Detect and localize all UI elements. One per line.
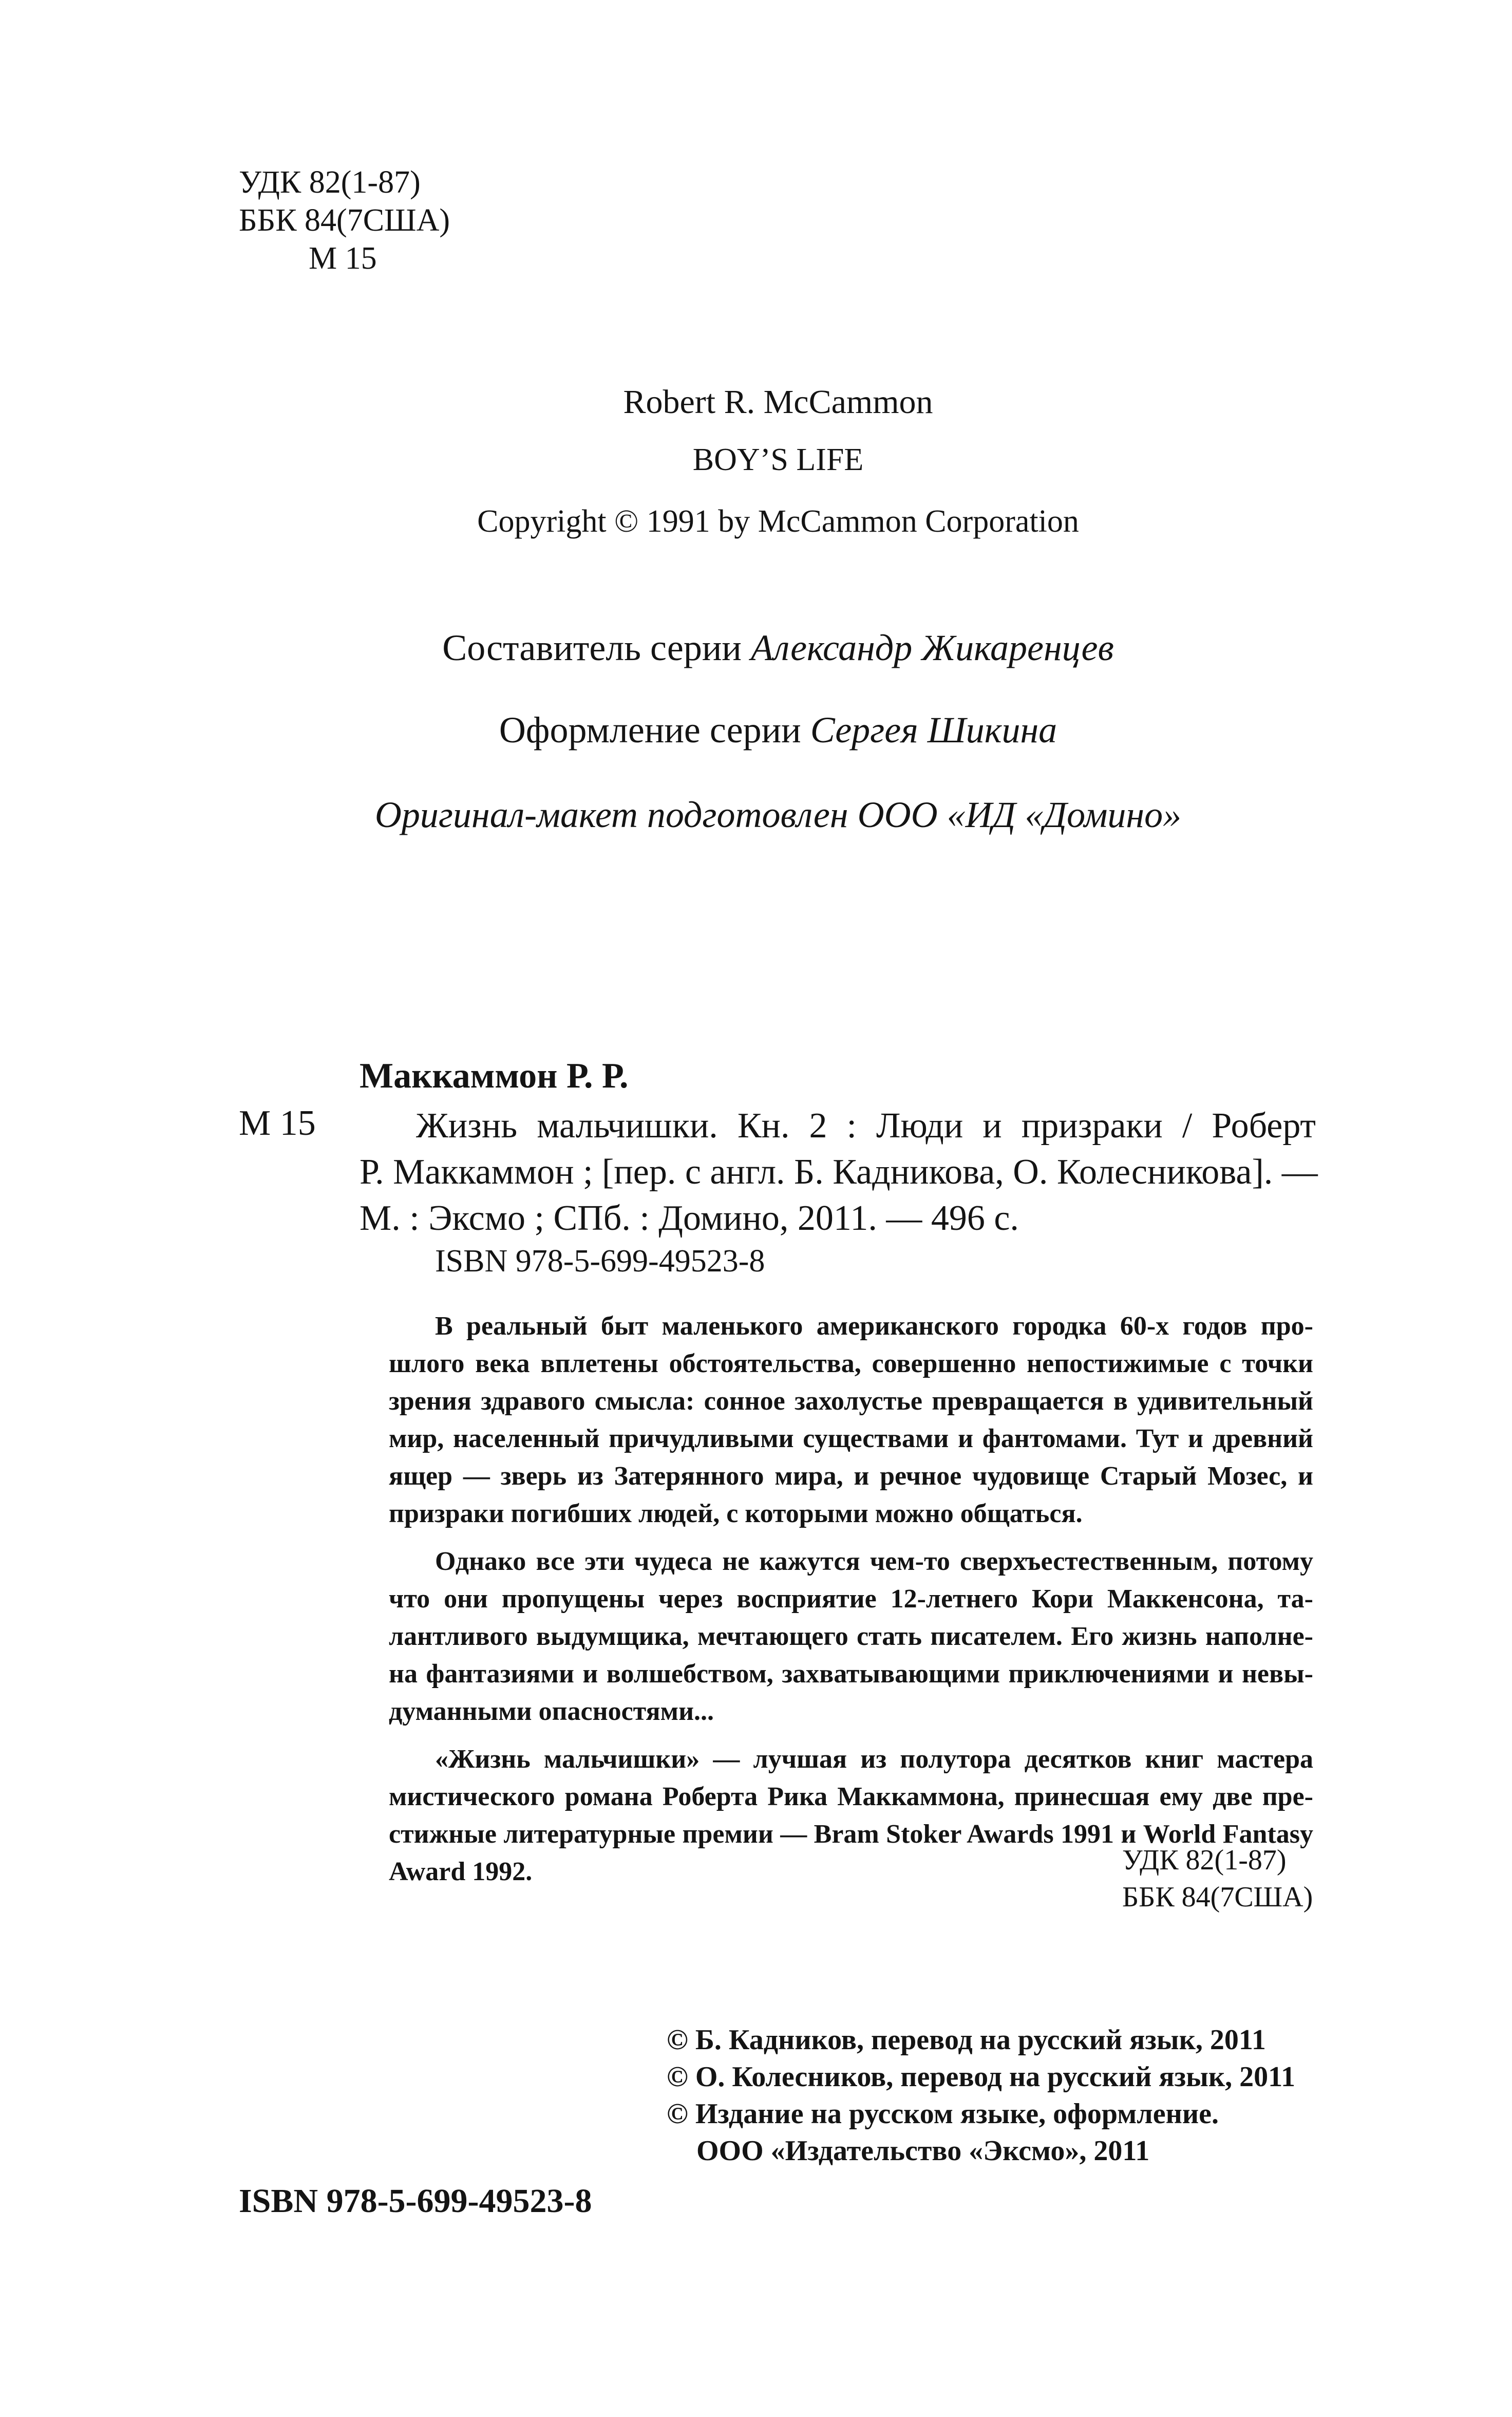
annotation-line: мир, населенный причудливыми существами и фантомами. Тут и древний — [389, 1424, 1313, 1453]
catalog-description-line: М. : Эксмо ; СПб. : Домино, 2011. — 496 с. — [360, 1198, 1019, 1238]
classification-bottom — [1122, 1842, 1313, 1916]
annotation-line: зрения здравого смысла: сонное захолустье превращается в удивительный — [389, 1387, 1313, 1416]
annotation-line: Однако все эти чудеса не кажутся чем-то сверхъестественным, потому — [435, 1547, 1313, 1576]
annotation-line: лантливого выдумщика, мечтающего стать писателем. Его жизнь наполне- — [389, 1622, 1313, 1651]
annotation-line: ящер — зверь из Затерянного мира, и речное чудовище Старый Мозес, и — [389, 1462, 1313, 1491]
series-design-label: Оформление серии — [499, 709, 810, 751]
annotation-line: что они пропущены через восприятие 12-летнего Кори Маккенсона, та- — [389, 1584, 1313, 1614]
catalog-author-code: М 15 — [239, 1103, 316, 1143]
original-copyright: Copyright © 1991 by McCammon Corporation — [477, 504, 1079, 539]
bbk-code-bottom: ББК 84(7США) — [1122, 1881, 1313, 1913]
isbn-bottom: ISBN 978-5-699-49523-8 — [239, 2182, 592, 2220]
catalog-author: Маккаммон Р. Р. — [360, 1056, 629, 1096]
author-code: М 15 — [309, 241, 377, 276]
annotation-line: думанными опасностями... — [389, 1697, 714, 1726]
catalog-description — [360, 1103, 1316, 1242]
catalog-isbn: ISBN 978-5-699-49523-8 — [435, 1244, 765, 1279]
copyright-list — [667, 2021, 1295, 2169]
copyright-item: © Б. Кадников, перевод на русский язык, 2011 — [667, 2024, 1266, 2056]
series-compiler-label: Составитель серии — [442, 627, 751, 668]
udk-code: УДК 82(1-87) — [239, 165, 421, 200]
annotation-line: мистического романа Роберта Рика Маккаммона, принесшая ему две пре- — [389, 1782, 1313, 1811]
bbk-code: ББК 84(7США) — [239, 203, 450, 238]
copyright-item: © Издание на русском языке, оформление. — [667, 2098, 1219, 2130]
annotation-line: В реальный быт маленького американского городка 60-х годов про- — [435, 1311, 1313, 1341]
copyright-item: ООО «Издательство «Эксмо», 2011 — [696, 2135, 1150, 2167]
copyright-item: © О. Колесников, перевод на русский язык, 2011 — [667, 2061, 1296, 2093]
annotation-line: на фантазиями и волшебством, захватывающими приключениями и невы- — [389, 1659, 1313, 1689]
series-compiler-line — [0, 627, 1512, 669]
annotation-line: Award 1992. — [389, 1857, 533, 1886]
annotation-line: призраки погибших людей, с которыми можно общаться. — [389, 1499, 1083, 1528]
layout-credit: Оригинал-макет подготовлен ООО «ИД «Домино» — [374, 794, 1182, 835]
classification-top — [239, 163, 450, 277]
annotation-line: «Жизнь мальчишки» — лучшая из полутора десятков книг мастера — [435, 1745, 1313, 1774]
catalog-description-line: Жизнь мальчишки. Кн. 2 : Люди и призраки / Роберт — [416, 1106, 1316, 1146]
catalog-description-line: Р. Маккаммон ; [пер. с англ. Б. Кадникова, О. Колесникова]. — — [360, 1152, 1318, 1192]
series-compiler-name: Александр Жикаренцев — [750, 627, 1114, 668]
series-design-name: Сергея Шикина — [810, 709, 1057, 751]
annotation-line: шлого века вплетены обстоятельства, совершенно непостижимые с точки — [389, 1349, 1313, 1378]
series-design-line — [0, 709, 1512, 752]
annotation — [389, 1307, 1313, 1890]
original-author: Robert R. McCammon — [623, 383, 933, 421]
udk-code-bottom: УДК 82(1-87) — [1122, 1844, 1287, 1876]
annotation-line: стижные литературные премии — Bram Stoker Awards 1991 и World Fantasy — [389, 1820, 1313, 1849]
original-title: BOY’S LIFE — [692, 442, 864, 477]
